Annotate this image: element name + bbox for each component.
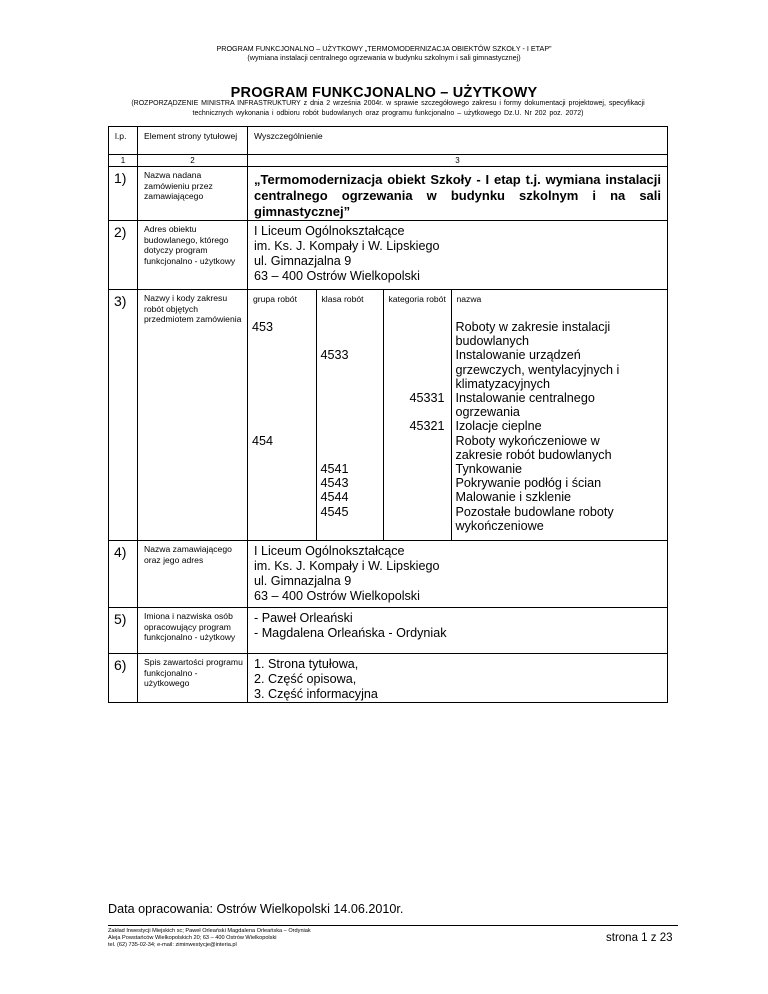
footer-line: Aleja Powstańców Wielkopolskich 20; 63 – 400 Ostrów Wielkopolski (108, 935, 277, 941)
header-nazwa: nazwa (451, 290, 667, 318)
kategoria-entry (388, 448, 445, 462)
row-label: Nazwy i kody zakresu robót objętych przedmiotem zamówienia (138, 290, 248, 541)
klasa-entry: 4544 (320, 490, 349, 505)
kategoria-entry: 45321 (409, 419, 445, 434)
footer-line: tel. (62) 735-02-34; e-mail: ziminwestycje@interia.pl (108, 942, 237, 948)
header-line-1: PROGRAM FUNKCJONALNO – UŻYTKOWY „TERMOMODERNIZACJA OBIEKTÓW SZKOŁY - I ETAP” (216, 44, 552, 53)
ordering-party-address (248, 541, 668, 608)
kategoria-entry (388, 320, 445, 334)
page-number: strona 1 z 23 (606, 932, 673, 944)
grupa-entry (252, 405, 312, 419)
row-number: 2) (109, 221, 138, 290)
header-klasa: klasa robót (316, 290, 383, 318)
klasa-entry (321, 419, 379, 433)
address-line: im. Ks. J. Kompały i W. Lipskiego (254, 559, 440, 573)
grupa-entry (252, 490, 312, 504)
grupa-entry (252, 334, 312, 348)
row-number: 4) (109, 541, 138, 608)
row-number: 5) (109, 608, 138, 654)
kategoria-entry (388, 377, 445, 391)
nazwa-entry: Roboty w zakresie instalacji (455, 320, 611, 334)
nazwa-entry: Instalowanie urządzeń (455, 348, 581, 363)
nazwa-entry: Pozostałe budowlane roboty (455, 504, 614, 519)
kategoria-entry (388, 363, 445, 377)
grupa-entry: 454 (252, 433, 274, 448)
header-element: Element strony tytułowej (138, 127, 248, 155)
kategoria-entry (388, 490, 445, 504)
index-2: 2 (138, 155, 248, 167)
header-lp: l.p. (109, 127, 138, 155)
header-line-2: (wymiana instalacji centralnego ogrzewania w budynku szkolnym i sali gimnastycznej) (247, 53, 521, 62)
nazwa-entry: zakresie robót budowlanych (455, 447, 612, 462)
order-name: „Termomodernizacja obiekt Szkoły - I etap t.j. wymiana instalacji centralnego ogrzewania w budynku szkolnym i na sali gimnastycznej” (248, 167, 668, 221)
nazwa-entry: Malowanie i szklenie (455, 490, 571, 505)
document-title: PROGRAM FUNKCJONALNO – UŻYTKOWY (230, 85, 538, 101)
header-detail: Wyszczególnienie (248, 127, 668, 155)
grupa-entry (252, 391, 312, 405)
klasa-column (316, 318, 383, 540)
header-grupa: grupa robót (253, 294, 297, 304)
klasa-entry (321, 448, 379, 462)
klasa-entry (321, 391, 379, 405)
kategoria-entry (388, 519, 445, 533)
nazwa-entry: Pokrywanie podłóg i ścian (455, 476, 602, 491)
footer-line: Zakład Inwestycji Miejskich sc; Paweł Orleański Magdalena Orleańska – Ordyniak (108, 928, 311, 934)
grupa-entry (252, 519, 312, 533)
kategoria-entry: 45331 (409, 391, 445, 406)
klasa-entry (321, 320, 379, 334)
kategoria-entry (388, 434, 445, 448)
row-number: 1) (109, 167, 138, 221)
row-label: Nazwa nadana zamówieniu przez zamawiającego (138, 167, 248, 221)
address-line: I Liceum Ogólnokształcące (254, 544, 405, 558)
nazwa-entry: Instalowanie centralnego (455, 391, 595, 406)
grupa-column (248, 318, 316, 540)
grupa-entry (252, 348, 312, 362)
authors-list (248, 608, 668, 654)
kategoria-column (383, 318, 451, 540)
row-label: Imiona i nazwiska osób opracowujący program funkcjonalno - użytkowy (138, 608, 248, 654)
author-line: - Paweł Orleański (254, 611, 353, 625)
nazwa-entry: ogrzewania (455, 405, 520, 420)
nazwa-entry: Tynkowanie (455, 462, 523, 477)
klasa-entry (321, 519, 379, 533)
klasa-entry (321, 434, 379, 448)
author-line: - Magdalena Orleańska - Ordyniak (254, 626, 447, 640)
header-kategoria: kategoria robót (383, 290, 451, 318)
grupa-entry: 453 (252, 320, 274, 334)
preparation-date: Data opracowania: Ostrów Wielkopolski 14.06.2010r. (108, 902, 404, 916)
kategoria-entry (388, 476, 445, 490)
document-subtitle: (ROZPORZĄDZENIE MINISTRA INFRASTRUKTURY z dnia 2 września 2004r. w sprawie szczegółowego zakresu i formy dokumentacji projektowej, specyfikacji technicznych wykonania i odbioru robót budowlanych oraz programu funkcjonalno – użytkowego Dz.U. Nr 202 poz. 2072) (131, 100, 645, 117)
address-line: ul. Gimnazjalna 9 (254, 574, 352, 588)
grupa-entry (252, 505, 312, 519)
grupa-entry (252, 419, 312, 433)
klasa-entry: 4543 (320, 476, 349, 491)
klasa-entry (321, 334, 379, 348)
address-line: I Liceum Ogólnokształcące (254, 224, 405, 238)
kategoria-entry (388, 505, 445, 519)
grupa-entry (252, 448, 312, 462)
title-page-table (108, 126, 668, 703)
nazwa-entry: grzewczych, wentylacyjnych i (455, 362, 620, 377)
kategoria-entry (388, 405, 445, 419)
footer-divider (108, 925, 678, 926)
index-1: 1 (109, 155, 138, 167)
works-codes-cell (248, 290, 668, 541)
kategoria-entry (388, 462, 445, 476)
building-address (248, 221, 668, 290)
row-number: 6) (109, 654, 138, 703)
nazwa-entry: klimatyzacyjnych (455, 376, 550, 391)
klasa-entry (321, 363, 379, 377)
row-number: 3) (109, 290, 138, 541)
running-header (0, 44, 768, 62)
klasa-entry (321, 405, 379, 419)
grupa-entry (252, 476, 312, 490)
row-label: Nazwa zamawiającego oraz jego adres (138, 541, 248, 608)
contents-list (248, 654, 668, 703)
kategoria-entry (388, 334, 445, 348)
klasa-entry: 4541 (320, 462, 349, 477)
address-line: ul. Gimnazjalna 9 (254, 254, 352, 268)
kategoria-entry (388, 348, 445, 362)
row-label: Adres obiektu budowlanego, którego dotyczy program funkcjonalno - użytkowy (138, 221, 248, 290)
klasa-entry: 4533 (320, 348, 349, 363)
grupa-entry (252, 377, 312, 391)
contents-line: 2. Część opisowa, (254, 672, 357, 686)
nazwa-entry: Izolacje cieplne (455, 419, 542, 434)
works-codes-table (248, 290, 667, 540)
index-3: 3 (248, 155, 668, 167)
grupa-entry (252, 462, 312, 476)
contents-line: 3. Część informacyjna (254, 687, 378, 701)
grupa-entry (252, 363, 312, 377)
contents-line: 1. Strona tytułowa, (254, 657, 359, 671)
address-line: 63 – 400 Ostrów Wielkopolski (254, 269, 420, 283)
row-label: Spis zawartości programu funkcjonalno - użytkowego (138, 654, 248, 703)
nazwa-entry: wykończeniowe (455, 518, 544, 533)
klasa-entry: 4545 (320, 504, 349, 519)
nazwa-entry: Roboty wykończeniowe w (455, 433, 600, 448)
footer-company (108, 928, 311, 949)
address-line: 63 – 400 Ostrów Wielkopolski (254, 589, 420, 603)
nazwa-column (451, 318, 667, 540)
klasa-entry (321, 377, 379, 391)
nazwa-entry: budowlanych (455, 334, 530, 349)
address-line: im. Ks. J. Kompały i W. Lipskiego (254, 239, 440, 253)
